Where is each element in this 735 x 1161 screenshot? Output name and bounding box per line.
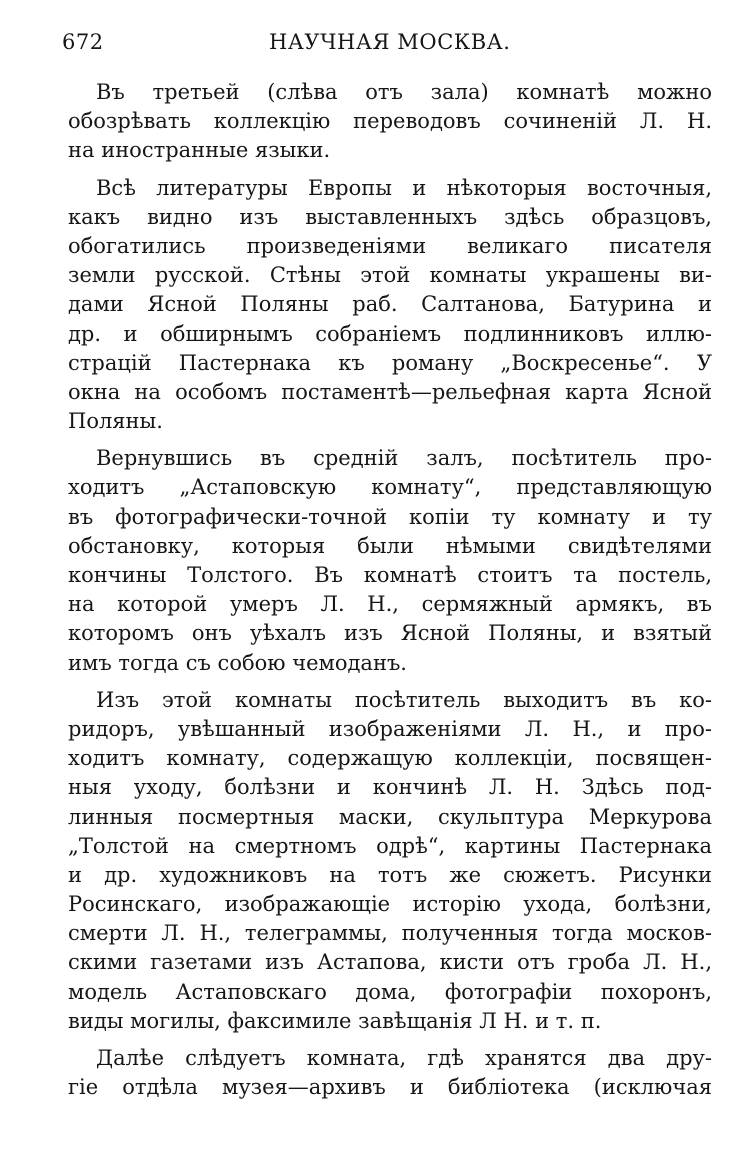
text-line: „Толстой на смертномъ одрѣ“, картины Пастернака: [68, 833, 712, 858]
text-line: Далѣе слѣдуетъ комната, гдѣ хранятся два дру-: [96, 1046, 712, 1070]
paragraph: [68, 686, 712, 1036]
paragraph: [68, 78, 712, 166]
text-line: дами Ясной Поляны раб. Салтанова, Батурина и: [68, 292, 712, 317]
paragraph: [68, 174, 712, 437]
text-line: кончины Толстого. Въ комнатѣ стоитъ та постель,: [68, 563, 712, 587]
text-line: скими газетами изъ Астапова, кисти отъ гроба Л. Н.,: [68, 950, 712, 975]
text-line: Всѣ литературы Европы и нѣкоторыя восточныя,: [96, 175, 712, 200]
text-line: ходитъ комнату, содержащую коллекціи, посвящен-: [68, 746, 712, 771]
text-line: на которой умеръ Л. Н., сермяжный армякъ, въ: [68, 592, 712, 617]
text-line: какъ видно изъ выставленныхъ здѣсь образцовъ,: [68, 204, 712, 229]
text-line: обстановку, которыя были нѣмыми свидѣтелями: [68, 533, 712, 558]
text-line: др. и обширнымъ собраніемъ подлинниковъ иллю-: [68, 321, 712, 346]
paragraph-gap: [68, 1036, 712, 1044]
text-line: Поляны.: [68, 409, 163, 434]
text-line: линныя посмертныя маски, скульптура Меркурова: [68, 804, 712, 829]
text-line: обогатились произведеніями великаго писателя: [68, 233, 712, 258]
paragraph-gap: [68, 436, 712, 444]
text-line: обозрѣвать коллекцію переводовъ сочиненій Л. Н.: [68, 109, 712, 134]
text-line: ходитъ „Астаповскую комнату“, представляющую: [68, 475, 712, 500]
paragraph-gap: [68, 678, 712, 686]
text-line: Вернувшись въ среднiй залъ, посѣтитель про-: [96, 446, 712, 471]
running-title: НАУЧНАЯ МОСКВА.: [269, 30, 511, 54]
text-line: гіе отдѣла музея—архивъ и библіотека (исключая: [68, 1075, 712, 1100]
text-line: ныя уходу, болѣзни и кончинѣ Л. Н. Здѣсь под-: [68, 775, 712, 800]
page-body: [68, 78, 712, 1102]
page-header: [62, 30, 712, 60]
paragraph-gap: [68, 166, 712, 174]
paragraph: [68, 1044, 712, 1102]
text-line: въ фотографически-точной копіи ту комнату и ту: [68, 504, 712, 529]
text-line: и др. художниковъ на тотъ же сюжетъ. Рисунки: [68, 862, 712, 887]
text-line: ридоръ, увѣшанный изображеніями Л. Н., и про-: [68, 716, 712, 741]
text-line: страцій Пастернака къ роману „Воскресенье“. У: [68, 350, 712, 375]
text-line: окна на особомъ постаментѣ—рельефная карта Ясной: [68, 379, 712, 404]
paragraph: [68, 444, 712, 678]
text-line: Изъ этой комнаты посѣтитель выходитъ въ ко-: [96, 687, 712, 712]
text-line: Росинскаго, изображающіе исторію ухода, болѣзни,: [68, 892, 712, 917]
page-number: 672: [62, 30, 104, 54]
text-line: земли русской. Стѣны этой комнаты украшены ви-: [68, 263, 712, 288]
text-line: Въ третьей (слѣва отъ зала) комнатѣ можно: [96, 80, 712, 104]
text-line: которомъ онъ уѣхалъ изъ Ясной Поляны, и взятый: [68, 621, 712, 646]
text-line: на иностранные языки.: [68, 138, 331, 163]
text-line: смерти Л. Н., телеграммы, полученныя тогда москов-: [68, 921, 712, 946]
text-line: модель Астаповскаго дома, фотографіи похоронъ,: [68, 979, 712, 1004]
text-line: имъ тогда съ собою чемоданъ.: [68, 650, 407, 675]
text-line: виды могилы, факсимиле завѣщанія Л Н. и т. п.: [68, 1008, 602, 1033]
